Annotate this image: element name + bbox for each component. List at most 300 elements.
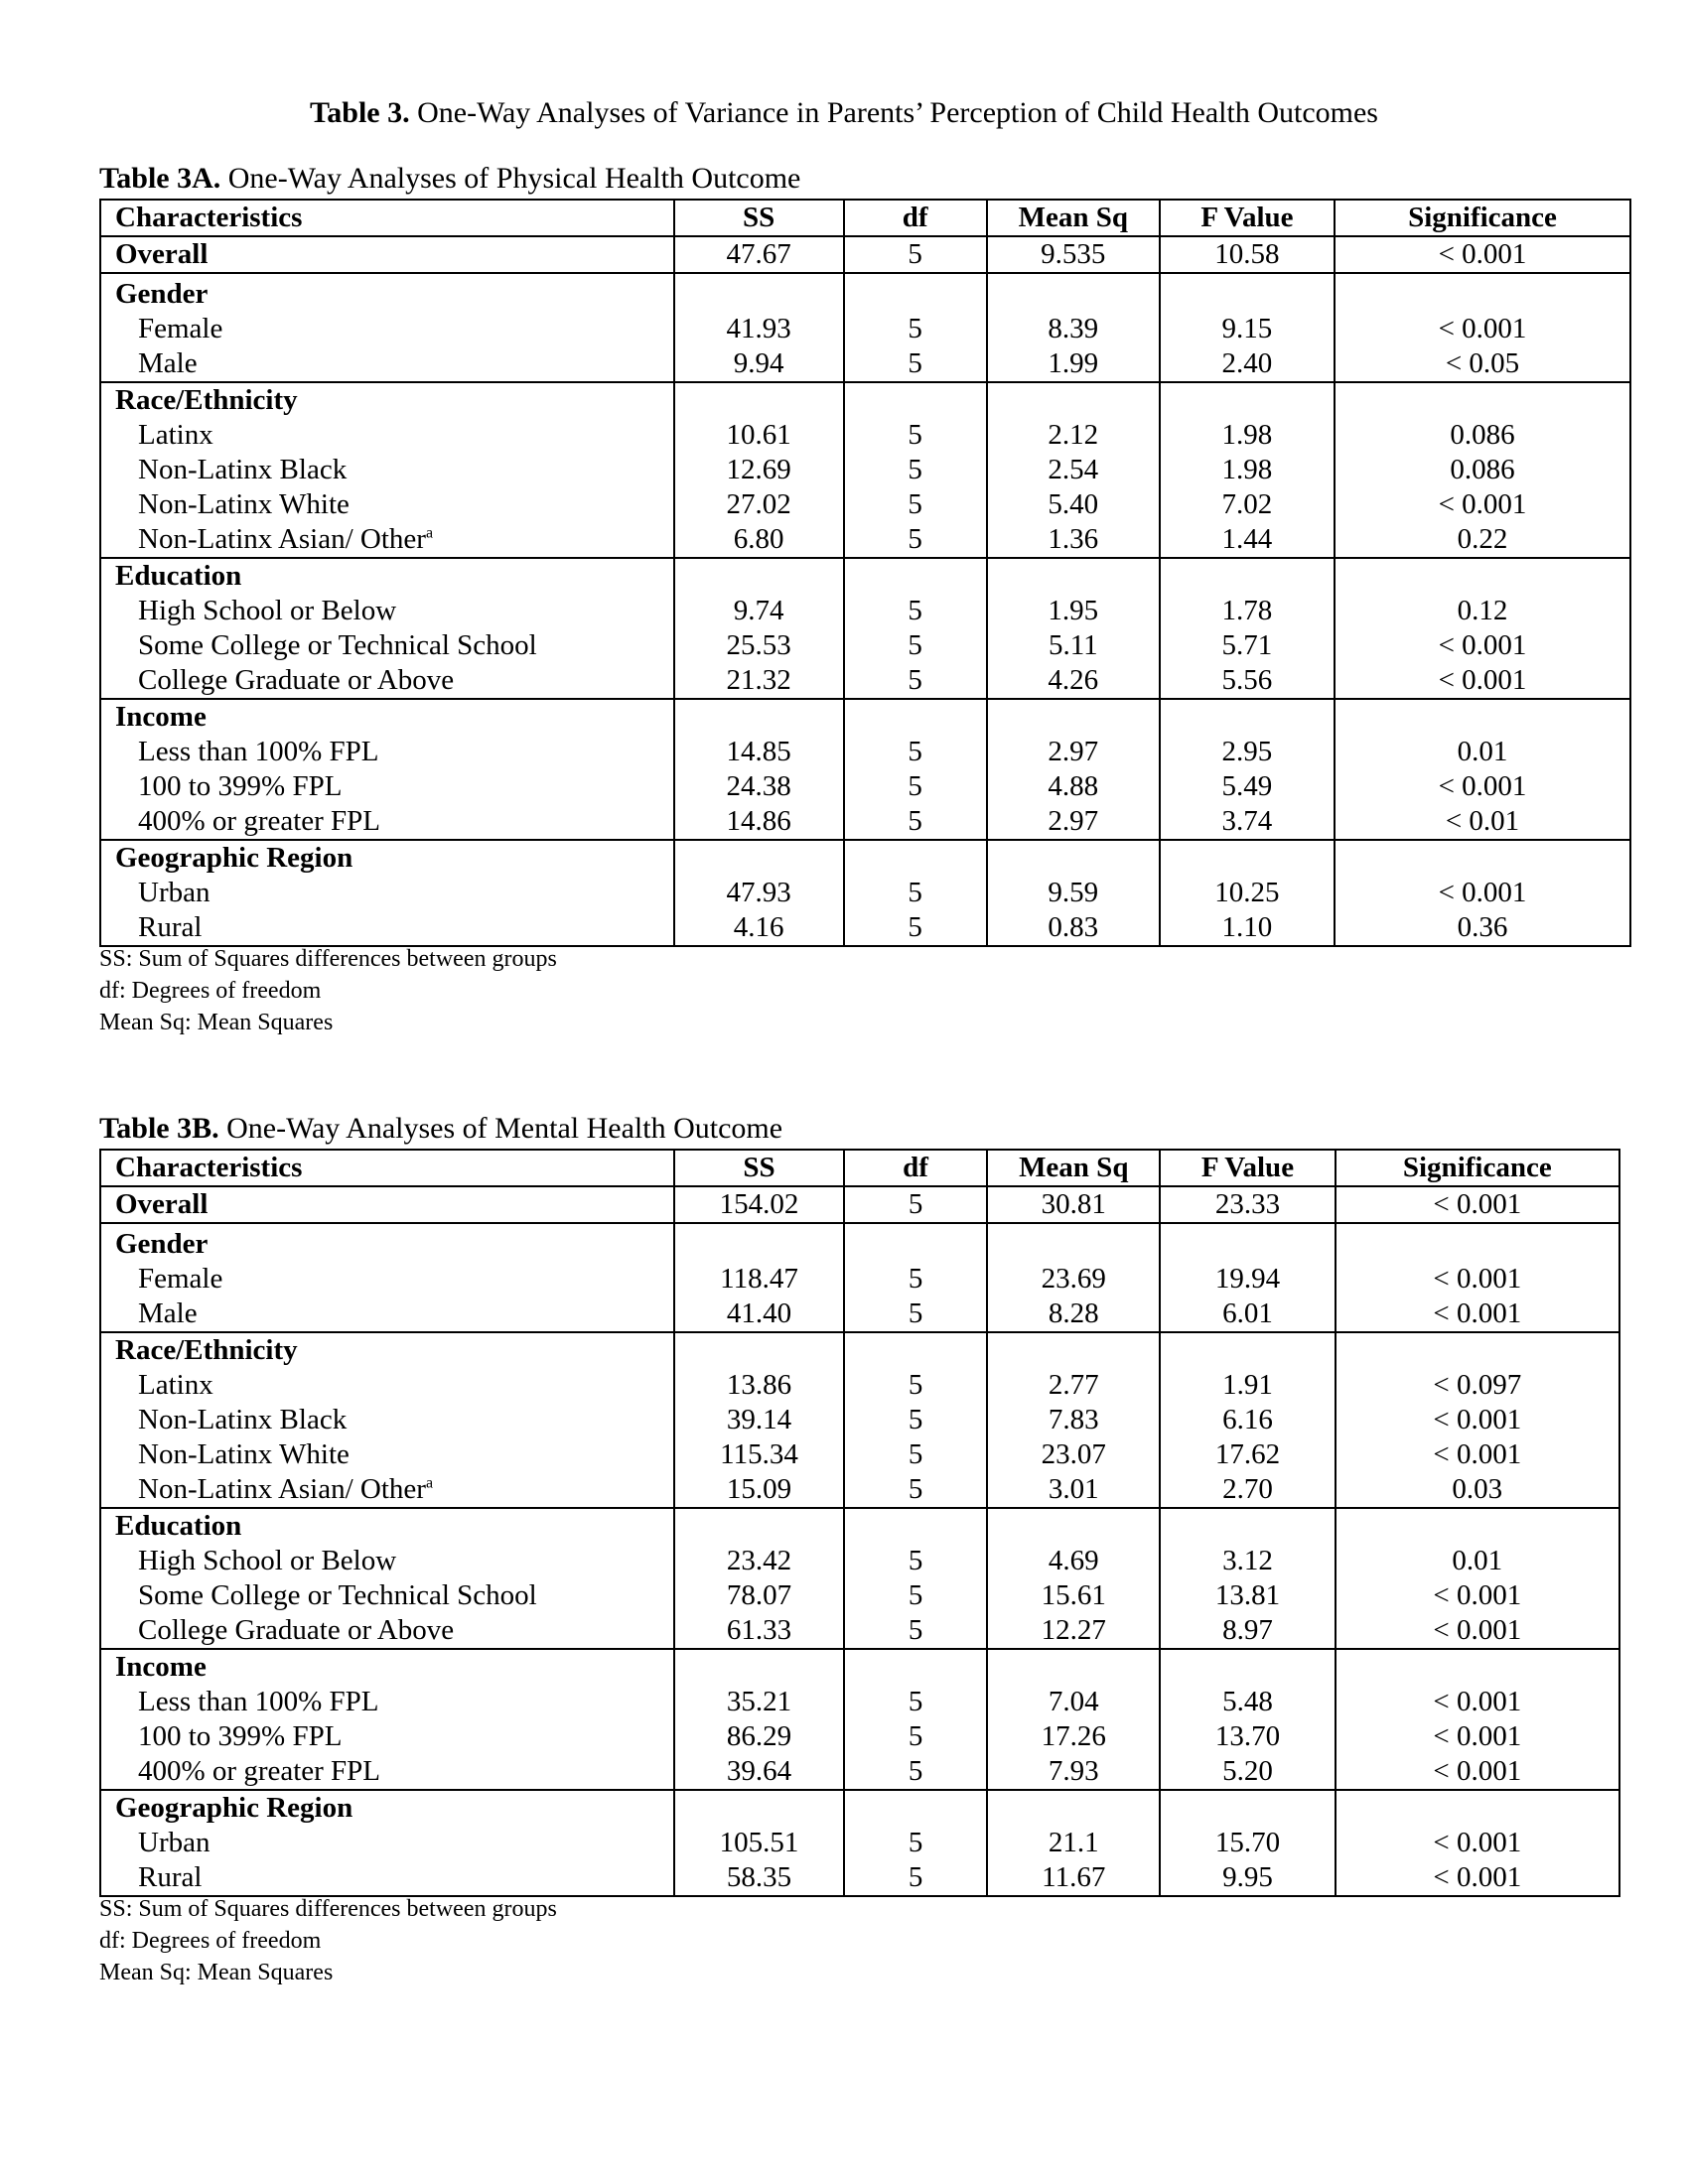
- table-row: [100, 1403, 1619, 1437]
- empty-cell: [844, 840, 987, 876]
- f-value-cell: 17.62: [1160, 1437, 1335, 1472]
- mean-sq-cell: 2.97: [987, 804, 1160, 840]
- group-header-row: [100, 1790, 1619, 1826]
- significance-cell: < 0.001: [1335, 663, 1630, 699]
- row-label: [100, 1368, 674, 1403]
- df-cell: 5: [844, 1754, 987, 1790]
- df-cell: 5: [844, 453, 987, 487]
- row-label: [100, 735, 674, 769]
- table-row: [100, 769, 1630, 804]
- ss-cell: 118.47: [674, 1262, 844, 1297]
- empty-cell: [1336, 1332, 1619, 1368]
- row-label-text: Some College or Technical School: [138, 1579, 537, 1611]
- significance-cell: < 0.001: [1335, 236, 1630, 273]
- mean-sq-cell: 4.88: [987, 769, 1160, 804]
- mean-sq-cell: 11.67: [987, 1860, 1160, 1896]
- df-cell: 5: [844, 628, 987, 663]
- significance-cell: < 0.001: [1336, 1754, 1619, 1790]
- column-header: SS: [674, 1150, 844, 1186]
- table-row: [100, 1685, 1619, 1719]
- table-row: [100, 1437, 1619, 1472]
- row-label: [100, 453, 674, 487]
- significance-cell: 0.01: [1336, 1544, 1619, 1578]
- footnote-marker: a: [425, 524, 434, 542]
- row-label-text: Latinx: [138, 1369, 213, 1401]
- column-header: Mean Sq: [987, 200, 1160, 236]
- row-label-text: Female: [138, 1263, 223, 1295]
- table-row: [100, 1368, 1619, 1403]
- column-header: Characteristics: [100, 200, 674, 236]
- ss-cell: 105.51: [674, 1826, 844, 1860]
- empty-cell: [987, 1649, 1160, 1685]
- table-3b-title: [99, 1112, 782, 1146]
- table-row: [100, 487, 1630, 522]
- ss-cell: 24.38: [674, 769, 844, 804]
- mean-sq-cell: 30.81: [987, 1186, 1160, 1223]
- mean-sq-cell: 2.12: [987, 418, 1160, 453]
- df-cell: 5: [844, 487, 987, 522]
- table-row: [100, 418, 1630, 453]
- ss-cell: 23.42: [674, 1544, 844, 1578]
- table-row: [100, 735, 1630, 769]
- f-value-cell: 1.10: [1160, 910, 1335, 946]
- f-value-cell: 1.91: [1160, 1368, 1335, 1403]
- significance-cell: < 0.097: [1336, 1368, 1619, 1403]
- significance-cell: < 0.001: [1335, 312, 1630, 346]
- row-label-text: 400% or greater FPL: [138, 1755, 381, 1787]
- row-label: [100, 1613, 674, 1649]
- df-cell: 5: [844, 1613, 987, 1649]
- df-cell: 5: [844, 769, 987, 804]
- df-cell: 5: [844, 418, 987, 453]
- empty-cell: [1336, 1227, 1619, 1262]
- footnote-marker: a: [425, 1474, 434, 1492]
- group-header-row: [100, 1227, 1619, 1262]
- table-3b-notes: [99, 1893, 557, 1988]
- significance-cell: < 0.001: [1336, 1297, 1619, 1332]
- df-cell: 5: [844, 910, 987, 946]
- row-label-text: College Graduate or Above: [138, 664, 455, 696]
- table-3a-title: [99, 162, 800, 196]
- footnote-line: SS: Sum of Squares differences between groups: [99, 1896, 557, 1922]
- empty-cell: [987, 1332, 1160, 1368]
- empty-cell: [674, 382, 844, 418]
- table-row: [100, 453, 1630, 487]
- df-cell: 5: [844, 236, 987, 273]
- empty-cell: [1335, 699, 1630, 735]
- ss-cell: 13.86: [674, 1368, 844, 1403]
- empty-cell: [1160, 277, 1335, 312]
- empty-cell: [987, 558, 1160, 594]
- significance-cell: < 0.001: [1335, 487, 1630, 522]
- row-label: [100, 346, 674, 382]
- footnote-line: df: Degrees of freedom: [99, 978, 322, 1004]
- table-row: [100, 1472, 1619, 1508]
- significance-cell: < 0.001: [1336, 1826, 1619, 1860]
- group-header-row: [100, 840, 1630, 876]
- significance-cell: < 0.001: [1336, 1437, 1619, 1472]
- mean-sq-cell: 5.11: [987, 628, 1160, 663]
- mean-sq-cell: 2.54: [987, 453, 1160, 487]
- row-label: [100, 876, 674, 910]
- f-value-cell: 1.98: [1160, 418, 1335, 453]
- f-value-cell: 7.02: [1160, 487, 1335, 522]
- df-cell: 5: [844, 346, 987, 382]
- df-cell: 5: [844, 1403, 987, 1437]
- df-cell: 5: [844, 1544, 987, 1578]
- row-label-text: Male: [138, 347, 198, 379]
- table-row: [100, 1613, 1619, 1649]
- row-label: [100, 418, 674, 453]
- f-value-cell: 9.95: [1160, 1860, 1335, 1896]
- mean-sq-cell: 7.04: [987, 1685, 1160, 1719]
- footnote-line: Mean Sq: Mean Squares: [99, 1960, 334, 1985]
- f-value-cell: 5.20: [1160, 1754, 1335, 1790]
- table-row: [100, 346, 1630, 382]
- f-value-cell: 6.16: [1160, 1403, 1335, 1437]
- df-cell: 5: [844, 1578, 987, 1613]
- empty-cell: [674, 1649, 844, 1685]
- f-value-cell: 13.70: [1160, 1719, 1335, 1754]
- overall-row: [100, 1186, 1619, 1223]
- significance-cell: < 0.001: [1335, 876, 1630, 910]
- empty-cell: [1336, 1790, 1619, 1826]
- row-label: [100, 1754, 674, 1790]
- row-label-text: Latinx: [138, 419, 213, 451]
- mean-sq-cell: 15.61: [987, 1578, 1160, 1613]
- row-label-text: 100 to 399% FPL: [138, 770, 343, 802]
- df-cell: 5: [844, 1826, 987, 1860]
- column-header: SS: [674, 200, 844, 236]
- f-value-cell: 1.44: [1160, 522, 1335, 558]
- f-value-cell: 13.81: [1160, 1578, 1335, 1613]
- ss-cell: 12.69: [674, 453, 844, 487]
- df-cell: 5: [844, 1368, 987, 1403]
- empty-cell: [674, 1508, 844, 1544]
- empty-cell: [1336, 1508, 1619, 1544]
- mean-sq-cell: 9.59: [987, 876, 1160, 910]
- group-label: Gender: [100, 1227, 674, 1262]
- header-row: [100, 200, 1630, 236]
- group-label: Geographic Region: [100, 1790, 674, 1826]
- row-label: [100, 1472, 674, 1508]
- row-label: [100, 628, 674, 663]
- mean-sq-cell: 4.26: [987, 663, 1160, 699]
- df-cell: 5: [844, 1719, 987, 1754]
- row-label-text: Non-Latinx Black: [138, 1404, 348, 1435]
- empty-cell: [987, 1508, 1160, 1544]
- column-header: F Value: [1160, 1150, 1335, 1186]
- significance-cell: 0.36: [1335, 910, 1630, 946]
- row-label-text: Non-Latinx White: [138, 1438, 350, 1470]
- table-row: [100, 1262, 1619, 1297]
- group-label: Race/Ethnicity: [100, 382, 674, 418]
- row-label-text: Non-Latinx Asian/ Other: [138, 1473, 426, 1505]
- ss-cell: 27.02: [674, 487, 844, 522]
- f-value-cell: 10.58: [1160, 236, 1335, 273]
- group-label: Income: [100, 1649, 674, 1685]
- empty-cell: [1160, 382, 1335, 418]
- row-label-text: Male: [138, 1297, 198, 1329]
- significance-cell: 0.086: [1335, 418, 1630, 453]
- empty-cell: [844, 1508, 987, 1544]
- ss-cell: 61.33: [674, 1613, 844, 1649]
- mean-sq-cell: 21.1: [987, 1826, 1160, 1860]
- table-row: [100, 1297, 1619, 1332]
- table-3b-title-label: Table 3B.: [99, 1112, 219, 1145]
- ss-cell: 9.74: [674, 594, 844, 628]
- row-label-text: Less than 100% FPL: [138, 1686, 379, 1717]
- significance-cell: < 0.001: [1336, 1403, 1619, 1437]
- table-row: [100, 522, 1630, 558]
- column-header: Characteristics: [100, 1150, 674, 1186]
- main-title-label: Table 3.: [310, 96, 410, 129]
- f-value-cell: 5.71: [1160, 628, 1335, 663]
- row-label-text: 100 to 399% FPL: [138, 1720, 343, 1752]
- overall-row: [100, 236, 1630, 273]
- table-row: [100, 1719, 1619, 1754]
- significance-cell: 0.22: [1335, 522, 1630, 558]
- column-header: Mean Sq: [987, 1150, 1160, 1186]
- mean-sq-cell: 7.83: [987, 1403, 1160, 1437]
- ss-cell: 35.21: [674, 1685, 844, 1719]
- mean-sq-cell: 2.77: [987, 1368, 1160, 1403]
- empty-cell: [1160, 1332, 1335, 1368]
- row-label: [100, 487, 674, 522]
- f-value-cell: 15.70: [1160, 1826, 1335, 1860]
- row-label-text: Urban: [138, 877, 211, 908]
- row-label: [100, 1437, 674, 1472]
- significance-cell: < 0.001: [1336, 1613, 1619, 1649]
- empty-cell: [1160, 1508, 1335, 1544]
- empty-cell: [674, 1790, 844, 1826]
- row-label: [100, 1826, 674, 1860]
- mean-sq-cell: 5.40: [987, 487, 1160, 522]
- ss-cell: 47.67: [674, 236, 844, 273]
- row-label: [100, 312, 674, 346]
- row-label-text: Non-Latinx Black: [138, 454, 348, 485]
- df-cell: 5: [844, 312, 987, 346]
- df-cell: 5: [844, 522, 987, 558]
- significance-cell: < 0.001: [1336, 1186, 1619, 1223]
- df-cell: 5: [844, 1437, 987, 1472]
- empty-cell: [1335, 277, 1630, 312]
- row-label-text: Some College or Technical School: [138, 629, 537, 661]
- row-label-text: Urban: [138, 1827, 211, 1858]
- empty-cell: [674, 277, 844, 312]
- empty-cell: [1160, 1227, 1335, 1262]
- significance-cell: < 0.001: [1336, 1860, 1619, 1896]
- ss-cell: 15.09: [674, 1472, 844, 1508]
- row-label-text: High School or Below: [138, 595, 397, 626]
- table-row: [100, 1826, 1619, 1860]
- ss-cell: 86.29: [674, 1719, 844, 1754]
- ss-cell: 4.16: [674, 910, 844, 946]
- group-header-row: [100, 382, 1630, 418]
- row-label-text: Female: [138, 313, 223, 344]
- df-cell: 5: [844, 1297, 987, 1332]
- empty-cell: [1160, 840, 1335, 876]
- row-label: Overall: [100, 236, 674, 273]
- empty-cell: [987, 277, 1160, 312]
- df-cell: 5: [844, 735, 987, 769]
- table-row: [100, 663, 1630, 699]
- ss-cell: 39.64: [674, 1754, 844, 1790]
- footnote-line: SS: Sum of Squares differences between groups: [99, 946, 557, 972]
- ss-cell: 9.94: [674, 346, 844, 382]
- row-label-text: Rural: [138, 911, 203, 943]
- empty-cell: [1160, 699, 1335, 735]
- empty-cell: [844, 1649, 987, 1685]
- table-row: [100, 876, 1630, 910]
- row-label: [100, 910, 674, 946]
- significance-cell: 0.12: [1335, 594, 1630, 628]
- empty-cell: [1336, 1649, 1619, 1685]
- group-header-row: [100, 699, 1630, 735]
- df-cell: 5: [844, 594, 987, 628]
- df-cell: 5: [844, 804, 987, 840]
- significance-cell: < 0.001: [1336, 1719, 1619, 1754]
- significance-cell: 0.01: [1335, 735, 1630, 769]
- group-label: Education: [100, 558, 674, 594]
- table-row: [100, 312, 1630, 346]
- mean-sq-cell: 8.39: [987, 312, 1160, 346]
- table-row: [100, 1578, 1619, 1613]
- df-cell: 5: [844, 876, 987, 910]
- mean-sq-cell: 23.07: [987, 1437, 1160, 1472]
- mean-sq-cell: 8.28: [987, 1297, 1160, 1332]
- ss-cell: 6.80: [674, 522, 844, 558]
- mean-sq-cell: 12.27: [987, 1613, 1160, 1649]
- f-value-cell: 1.98: [1160, 453, 1335, 487]
- mean-sq-cell: 2.97: [987, 735, 1160, 769]
- row-label: [100, 1578, 674, 1613]
- group-header-row: [100, 277, 1630, 312]
- group-header-row: [100, 1332, 1619, 1368]
- f-value-cell: 3.12: [1160, 1544, 1335, 1578]
- empty-cell: [1335, 558, 1630, 594]
- row-label: [100, 1403, 674, 1437]
- empty-cell: [987, 382, 1160, 418]
- f-value-cell: 2.95: [1160, 735, 1335, 769]
- mean-sq-cell: 0.83: [987, 910, 1160, 946]
- empty-cell: [844, 1332, 987, 1368]
- df-cell: 5: [844, 1860, 987, 1896]
- empty-cell: [1160, 558, 1335, 594]
- significance-cell: < 0.01: [1335, 804, 1630, 840]
- f-value-cell: 1.78: [1160, 594, 1335, 628]
- table-row: [100, 594, 1630, 628]
- f-value-cell: 19.94: [1160, 1262, 1335, 1297]
- group-header-row: [100, 558, 1630, 594]
- row-label-text: Rural: [138, 1861, 203, 1893]
- ss-cell: 47.93: [674, 876, 844, 910]
- main-title-text: One-Way Analyses of Variance in Parents’ Perception of Child Health Outcomes: [409, 96, 1378, 129]
- mean-sq-cell: 23.69: [987, 1262, 1160, 1297]
- mean-sq-cell: 1.95: [987, 594, 1160, 628]
- empty-cell: [674, 558, 844, 594]
- mean-sq-cell: 4.69: [987, 1544, 1160, 1578]
- ss-cell: 78.07: [674, 1578, 844, 1613]
- significance-cell: < 0.001: [1336, 1685, 1619, 1719]
- empty-cell: [1160, 1790, 1335, 1826]
- f-value-cell: 8.97: [1160, 1613, 1335, 1649]
- row-label-text: High School or Below: [138, 1545, 397, 1576]
- row-label: [100, 804, 674, 840]
- f-value-cell: 23.33: [1160, 1186, 1335, 1223]
- group-label: Geographic Region: [100, 840, 674, 876]
- significance-cell: < 0.001: [1335, 769, 1630, 804]
- physical-health-anova-table: [99, 199, 1631, 947]
- column-header: df: [844, 200, 987, 236]
- ss-cell: 25.53: [674, 628, 844, 663]
- f-value-cell: 2.40: [1160, 346, 1335, 382]
- significance-cell: < 0.001: [1336, 1262, 1619, 1297]
- significance-cell: 0.086: [1335, 453, 1630, 487]
- empty-cell: [674, 699, 844, 735]
- mean-sq-cell: 3.01: [987, 1472, 1160, 1508]
- empty-cell: [674, 1332, 844, 1368]
- ss-cell: 115.34: [674, 1437, 844, 1472]
- group-label: Gender: [100, 277, 674, 312]
- footnote-line: Mean Sq: Mean Squares: [99, 1010, 334, 1035]
- mean-sq-cell: 9.535: [987, 236, 1160, 273]
- significance-cell: < 0.001: [1336, 1578, 1619, 1613]
- empty-cell: [1335, 840, 1630, 876]
- mean-sq-cell: 17.26: [987, 1719, 1160, 1754]
- row-label: [100, 1297, 674, 1332]
- significance-cell: < 0.05: [1335, 346, 1630, 382]
- group-label: Race/Ethnicity: [100, 1332, 674, 1368]
- f-value-cell: 10.25: [1160, 876, 1335, 910]
- row-label: Overall: [100, 1186, 674, 1223]
- row-label: [100, 1685, 674, 1719]
- f-value-cell: 6.01: [1160, 1297, 1335, 1332]
- table-row: [100, 1860, 1619, 1896]
- f-value-cell: 5.49: [1160, 769, 1335, 804]
- f-value-cell: 3.74: [1160, 804, 1335, 840]
- empty-cell: [987, 699, 1160, 735]
- empty-cell: [1160, 1649, 1335, 1685]
- column-header: Significance: [1335, 200, 1630, 236]
- empty-cell: [844, 277, 987, 312]
- empty-cell: [674, 1227, 844, 1262]
- mean-sq-cell: 1.36: [987, 522, 1160, 558]
- group-label: Education: [100, 1508, 674, 1544]
- row-label-text: 400% or greater FPL: [138, 805, 381, 837]
- column-header: F Value: [1160, 200, 1335, 236]
- table-row: [100, 910, 1630, 946]
- df-cell: 5: [844, 1472, 987, 1508]
- row-label-text: College Graduate or Above: [138, 1614, 455, 1646]
- row-label-text: Non-Latinx White: [138, 488, 350, 520]
- ss-cell: 41.40: [674, 1297, 844, 1332]
- table-3b-title-text: One-Way Analyses of Mental Health Outcome: [218, 1112, 783, 1145]
- row-label: [100, 1262, 674, 1297]
- ss-cell: 39.14: [674, 1403, 844, 1437]
- ss-cell: 10.61: [674, 418, 844, 453]
- f-value-cell: 5.48: [1160, 1685, 1335, 1719]
- f-value-cell: 9.15: [1160, 312, 1335, 346]
- mental-health-anova-table: [99, 1149, 1620, 1897]
- row-label: [100, 769, 674, 804]
- table-row: [100, 804, 1630, 840]
- empty-cell: [844, 699, 987, 735]
- empty-cell: [844, 382, 987, 418]
- significance-cell: 0.03: [1336, 1472, 1619, 1508]
- empty-cell: [987, 840, 1160, 876]
- table-3a-title-label: Table 3A.: [99, 162, 221, 195]
